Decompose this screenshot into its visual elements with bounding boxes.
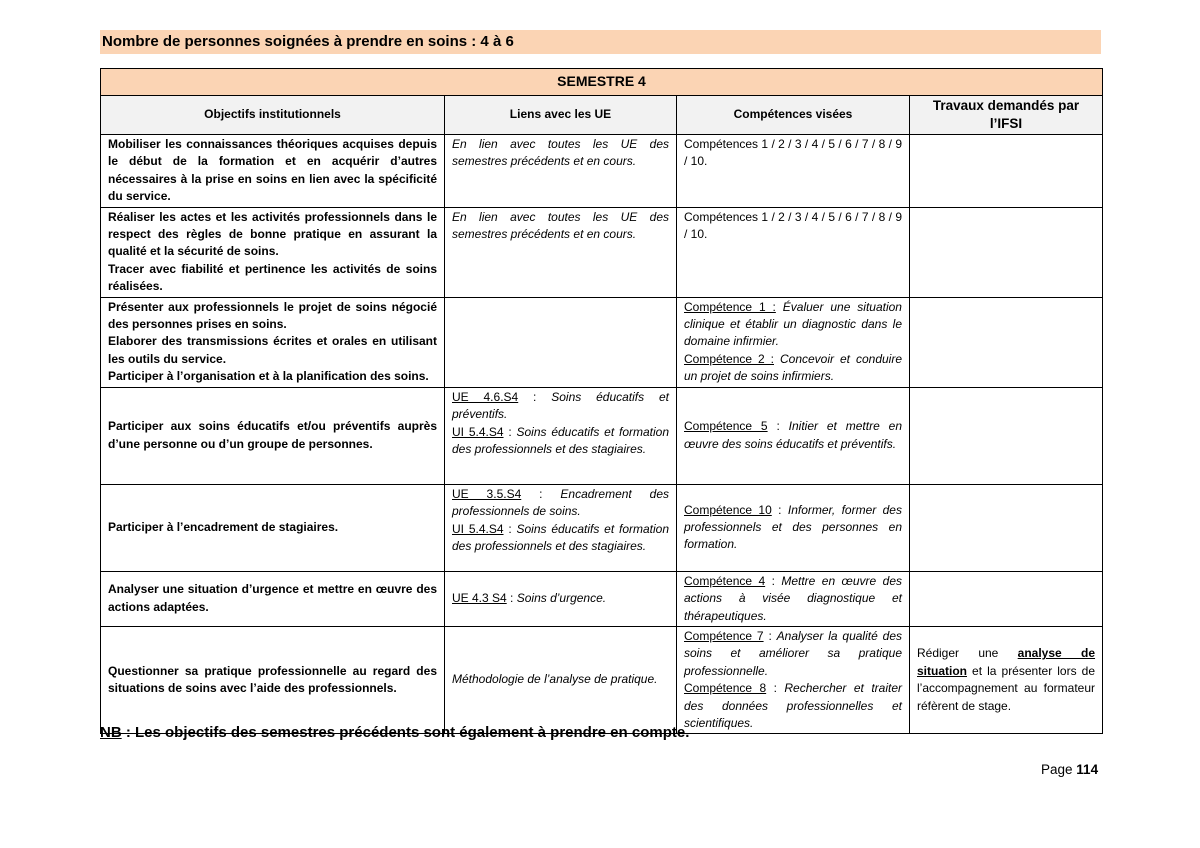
table-row: [101, 484, 1103, 571]
page-heading: Nombre de personnes soignées à prendre en soins : 4 à 6: [100, 30, 1101, 54]
competence-code: Compétence 4: [684, 573, 766, 588]
objective-cell: [101, 207, 445, 297]
ue-cell: Méthodologie de l’analyse de pratique.: [445, 626, 677, 733]
ue-desc: Soins éducatifs et formation des professionnels et des stagiaires.: [452, 521, 670, 553]
travaux-cell: [910, 571, 1103, 626]
travaux-emphasis: analyse de: [1017, 646, 1096, 661]
page-number-value: 114: [1076, 762, 1099, 777]
ue-cell: [445, 571, 677, 626]
col-header-objectifs: Objectifs institutionnels: [101, 96, 445, 135]
travaux-text: et la présenter lors de l’accompagnement au formateur réfèrent de stage.: [917, 663, 1096, 713]
objective-cell: [101, 387, 445, 484]
objective-text: Participer à l’organisation et à la planification des soins.: [108, 369, 429, 384]
ue-separator: :: [503, 521, 517, 536]
competence-separator: :: [763, 628, 777, 643]
ue-code: UE 4.3 S4: [452, 591, 507, 606]
competence-cell: [677, 297, 910, 387]
semester-title: SEMESTRE 4: [101, 69, 1103, 96]
col-header-competences: Compétences visées: [677, 96, 910, 135]
ue-cell: [445, 484, 677, 571]
travaux-text: Rédiger une: [917, 646, 1018, 661]
competence-cell: [677, 484, 910, 571]
ue-code: UE 4.6.S4: [452, 389, 519, 404]
objective-text: Mobiliser les connaissances théoriques acquises depuis le début de la formation et en acquérir d’autres nécessaires à la prise en soins en lien avec la spécificité du service.: [108, 137, 437, 204]
ue-code: UI 5.4.S4: [452, 521, 504, 536]
objective-text: Elaborer des transmissions écrites et orales en utilisant les outils du service.: [108, 334, 437, 366]
objective-text: Analyser une situation d’urgence et mettre en œuvre des actions adaptées.: [108, 582, 437, 614]
table-row: [101, 297, 1103, 387]
objective-text: Participer aux soins éducatifs et/ou préventifs auprès d’une personne ou d’un groupe de personnes.: [108, 419, 437, 451]
competence-code: Compétence 7: [684, 628, 764, 643]
column-header-row: [101, 96, 1103, 135]
ue-desc: Soins d’urgence.: [516, 591, 607, 606]
competence-separator: :: [767, 419, 789, 434]
competence-desc: Rechercher et traiter des données professionnelles et scientifiques.: [684, 681, 902, 730]
travaux-cell: [910, 484, 1103, 571]
ue-cell: En lien avec toutes les UE des semestres précédents et en cours.: [445, 207, 677, 297]
competence-separator: :: [765, 573, 782, 588]
table-row: [101, 626, 1103, 733]
footnote-label: NB: [100, 724, 122, 741]
ue-separator: :: [521, 486, 561, 501]
ue-code: UE 3.5.S4: [452, 486, 522, 501]
objective-text: Questionner sa pratique professionnelle au regard des situations de soins avec l’aide des professionnels.: [108, 663, 437, 696]
ue-separator: :: [518, 389, 552, 404]
semester-table: [100, 68, 1103, 734]
table-row: [101, 207, 1103, 297]
competence-separator: :: [766, 681, 785, 696]
table-row: [101, 135, 1103, 208]
competence-desc: Initier et mettre en œuvre des soins éducatifs et préventifs.: [684, 419, 902, 451]
competence-desc: Analyser la qualité des soins et améliorer sa pratique professionnelle.: [684, 628, 902, 678]
ue-separator: :: [506, 591, 517, 606]
ue-desc: Soins éducatifs et formation des professionnels et des stagiaires.: [452, 424, 670, 456]
objective-cell: [101, 571, 445, 626]
competence-separator: :: [771, 502, 788, 517]
competence-code: Compétence 8: [684, 681, 767, 696]
travaux-cell: [910, 387, 1103, 484]
competence-cell: Compétences 1 / 2 / 3 / 4 / 5 / 6 / 7 / 8 / 9 / 10.: [677, 135, 910, 208]
travaux-cell: [910, 626, 1103, 733]
col-header-travaux: Travaux demandés par l’IFSI: [910, 96, 1103, 135]
objective-text: Présenter aux professionnels le projet de soins négocié des personnes prises en soins.: [108, 299, 437, 332]
semester-header-row: [101, 69, 1103, 96]
ue-separator: :: [503, 424, 517, 439]
ue-cell: [445, 387, 677, 484]
competence-desc: Informer, former des professionnels et des personnes en formation.: [684, 502, 902, 552]
page-label: Page: [1041, 762, 1073, 777]
ue-code: UI 5.4.S4: [452, 424, 504, 439]
competence-desc: Concevoir et conduire un projet de soins infirmiers.: [684, 351, 902, 384]
table-row: [101, 387, 1103, 484]
competence-cell: Compétences 1 / 2 / 3 / 4 / 5 / 6 / 7 / 8 / 9 / 10.: [677, 207, 910, 297]
objective-cell: [101, 484, 445, 571]
ue-cell: En lien avec toutes les UE des semestres précédents et en cours.: [445, 135, 677, 208]
objective-cell: [101, 135, 445, 208]
travaux-emphasis: situation: [917, 663, 967, 678]
page-number: [1041, 762, 1098, 777]
ue-desc: Soins éducatifs et préventifs.: [452, 389, 669, 422]
travaux-cell: [910, 207, 1103, 297]
travaux-cell: [910, 135, 1103, 208]
table-row: [101, 571, 1103, 626]
competence-desc: Mettre en œuvre des actions à visée diagnostique et thérapeutiques.: [684, 573, 902, 623]
ue-desc: Encadrement des professionnels de soins.: [452, 486, 669, 519]
competence-cell: [677, 387, 910, 484]
objective-text: Tracer avec fiabilité et pertinence les activités de soins réalisées.: [108, 261, 437, 294]
competence-code: Compétence 2 :: [684, 351, 774, 366]
competence-code: Compétence 10: [684, 502, 772, 517]
competence-desc: Évaluer une situation clinique et établir un diagnostic dans le domaine infirmier.: [684, 299, 902, 349]
footnote-text: : Les objectifs des semestres précédents sont également à prendre en compte.: [121, 724, 690, 741]
ue-cell: [445, 297, 677, 387]
objective-cell: [101, 626, 445, 733]
competence-code: Compétence 5: [684, 419, 768, 434]
competence-cell: [677, 626, 910, 733]
objective-text: Participer à l’encadrement de stagiaires.: [108, 519, 339, 534]
col-header-liens-ue: Liens avec les UE: [445, 96, 677, 135]
objective-cell: [101, 297, 445, 387]
objective-text: Réaliser les actes et les activités professionnels dans le respect des règles de bonne pratique en assurant la qualité et la sécurité de soins.: [108, 209, 437, 259]
footnote: [100, 724, 689, 741]
travaux-cell: [910, 297, 1103, 387]
competence-cell: [677, 571, 910, 626]
competence-code: Compétence 1 :: [684, 299, 776, 314]
